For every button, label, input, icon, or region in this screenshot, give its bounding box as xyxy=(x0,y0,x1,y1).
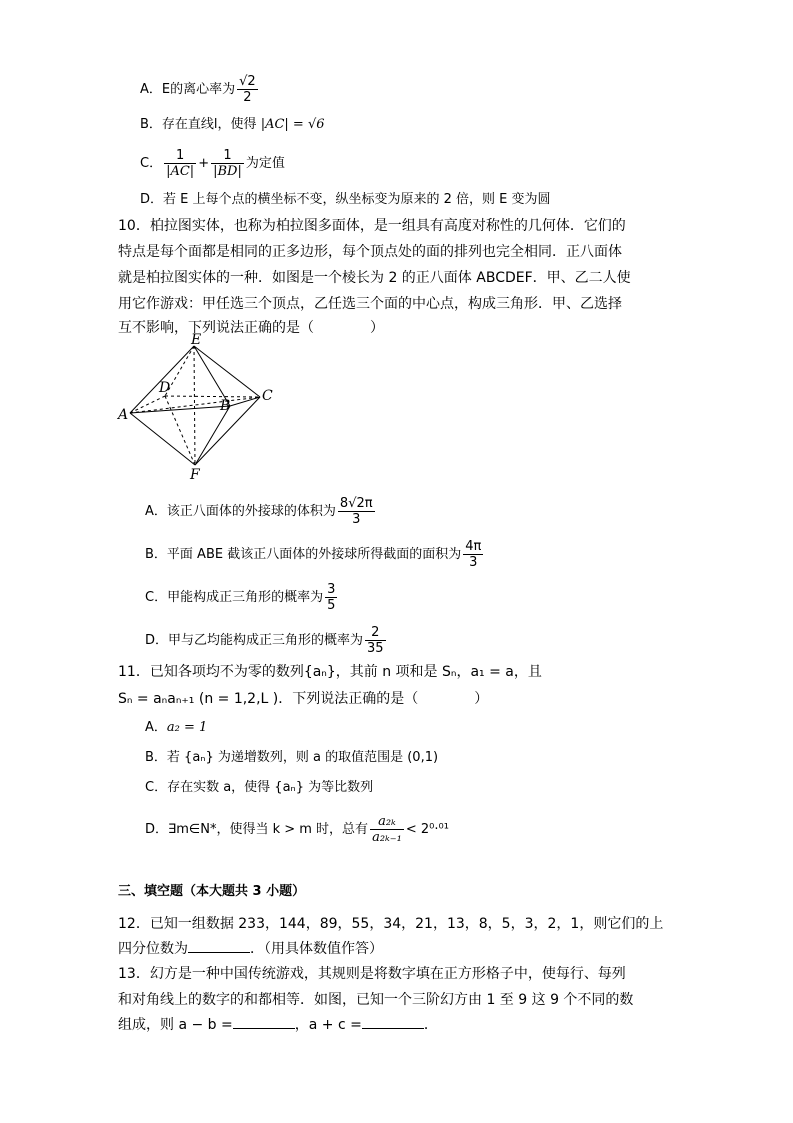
q10-stem-line-4: 用它作游戏：甲任选三个顶点，乙任选三个面的中心点，构成三角形．甲、乙选择 xyxy=(118,296,622,312)
q9-option-c-text: 为定值 xyxy=(245,156,285,171)
vertex-label-a: A xyxy=(118,407,129,423)
fraction-denominator: |BD| xyxy=(213,164,242,179)
q10-option-d-text: 甲与乙均能构成正三角形的概率为 xyxy=(168,633,364,648)
q11-option-b xyxy=(145,748,438,768)
q9-option-b-math: |AC| = √6 xyxy=(260,117,325,132)
q10-option-b-fraction xyxy=(463,539,483,570)
fraction-numerator: 4π xyxy=(465,539,482,554)
q11-option-d-tail: < 2⁰·⁰¹ xyxy=(405,822,449,837)
fraction-denominator: 3 xyxy=(469,555,478,570)
q10-option-b-text: 平面 ABE 截该正八面体的外接球所得截面的面积为 xyxy=(166,547,462,562)
q10-option-b-prefix: B． xyxy=(145,547,167,562)
edge-eb xyxy=(194,346,230,406)
q12-text-a: 四分位数为 xyxy=(118,941,188,957)
vertex-label-e: E xyxy=(191,332,202,348)
q13-stem-line-1: 13．幻方是一种中国传统游戏，其规则是将数字填在正方形格子中，使每行、每列 xyxy=(118,966,626,982)
fraction-denominator: a₂ₖ₋₁ xyxy=(372,830,402,845)
q12-answer-blank[interactable] xyxy=(188,938,250,953)
vertex-label-b: B xyxy=(220,398,231,414)
q11-option-d-fraction xyxy=(370,814,404,845)
q9-option-d xyxy=(140,190,551,210)
q10-option-c xyxy=(145,582,339,613)
q13-answer-blank-1[interactable] xyxy=(233,1014,295,1029)
fraction-denominator: |AC| xyxy=(166,164,195,179)
fraction-denominator: 35 xyxy=(367,641,384,656)
fraction-numerator: 1 xyxy=(211,148,244,164)
q11-option-d-prefix: D． xyxy=(145,822,169,837)
fraction-numerator: 2 xyxy=(365,625,386,641)
q11-option-a xyxy=(145,718,207,738)
q9-option-c-prefix: C． xyxy=(140,156,163,171)
q10-option-c-prefix: C． xyxy=(145,590,168,605)
fraction-numerator: √2 xyxy=(239,74,256,89)
edge-ec xyxy=(194,346,260,397)
edge-ac-hidden xyxy=(130,397,260,413)
q10-option-a xyxy=(145,496,377,527)
q11-stem-line-1: 11．已知各项均不为零的数列{aₙ}，其前 n 项和是 Sₙ，a₁ = a，且 xyxy=(118,664,542,680)
q13-text-c: ． xyxy=(423,1017,438,1033)
fraction-numerator: 1 xyxy=(164,148,196,164)
fraction-denominator: 2 xyxy=(243,90,252,105)
q9-option-a xyxy=(140,74,260,105)
q13-text-b: ，a + c = xyxy=(294,1017,362,1033)
fraction-denominator: 3 xyxy=(352,512,361,527)
section-3-title: 三、填空题（本大题共 3 小题） xyxy=(118,884,306,899)
q10-option-a-fraction xyxy=(338,496,375,527)
fraction-denominator: 5 xyxy=(327,598,336,613)
q11-option-c-text: 存在实数 a，使得 {aₙ} 为等比数列 xyxy=(167,780,374,795)
plus-sign: + xyxy=(198,156,210,171)
q11-option-d-text: ∃m∈N*，使得当 k > m 时，总有 xyxy=(168,822,369,837)
q10-stem-line-2: 特点是每个面都是相同的正多边形，每个顶点处的面的排列也完全相同．正八面体 xyxy=(118,244,622,260)
q9-option-b-text: 存在直线l，使得 xyxy=(161,117,257,132)
q9-option-c xyxy=(140,148,285,179)
edge-af xyxy=(130,413,195,465)
q11-option-a-text: a₂ = 1 xyxy=(166,720,208,735)
q11-option-c xyxy=(145,778,373,798)
vertex-label-d: D xyxy=(159,380,171,396)
q9-option-b-prefix: B． xyxy=(140,117,162,132)
q9-option-c-fraction-2 xyxy=(211,148,244,179)
q10-option-a-prefix: A． xyxy=(145,504,167,519)
edge-dc-hidden xyxy=(165,396,260,397)
q11-option-c-prefix: C． xyxy=(145,780,168,795)
q12-text-b: ．（用具体数值作答） xyxy=(250,941,383,957)
q13-text-a: 组成，则 a − b = xyxy=(118,1017,233,1033)
q13-stem-line-3 xyxy=(118,1014,438,1035)
q10-stem-line-1: 10．柏拉图实体，也称为柏拉图多面体，是一组具有高度对称性的几何体．它们的 xyxy=(118,218,626,234)
octahedron-figure xyxy=(115,332,280,484)
vertex-label-f: F xyxy=(190,467,200,483)
fraction-numerator: a₂ₖ xyxy=(370,814,404,830)
q9-option-a-prefix: A． xyxy=(140,82,162,97)
q11-option-b-prefix: B． xyxy=(145,750,167,765)
q10-option-c-fraction xyxy=(325,582,337,613)
q10-option-c-text: 甲能构成正三角形的概率为 xyxy=(167,590,324,605)
q9-option-a-fraction xyxy=(237,74,258,105)
q13-stem-line-2: 和对角线上的数字的和都相等．如图，已知一个三阶幻方由 1 至 9 这 9 个不同的数 xyxy=(118,992,634,1008)
q9-option-b xyxy=(140,115,325,135)
q10-option-b xyxy=(145,539,485,570)
q9-option-c-fraction-1 xyxy=(164,148,196,179)
q10-option-a-text: 该正八面体的外接球的体积为 xyxy=(166,504,336,519)
q11-option-a-prefix: A． xyxy=(145,720,167,735)
edge-ef-hidden xyxy=(194,346,195,465)
q10-option-d xyxy=(145,625,388,656)
q11-option-b-text: 若 {aₙ} 为递增数列，则 a 的取值范围是 (0,1) xyxy=(166,750,439,765)
q9-option-d-text: 若 E 上每个点的横坐标不变，纵坐标变为原来的 2 倍，则 E 变为圆 xyxy=(163,192,551,207)
q13-answer-blank-2[interactable] xyxy=(362,1014,424,1029)
q12-stem-line-1: 12．已知一组数据 233，144，89，55，34，21，13，8，5，3，2，1，则它们的上 xyxy=(118,916,664,932)
fraction-numerator: 3 xyxy=(327,582,336,597)
q10-stem-line-5: 互不影响，下列说法正确的是（ ） xyxy=(118,320,384,336)
edge-bf xyxy=(195,406,230,465)
fraction-numerator: 8√2π xyxy=(339,496,373,511)
q12-stem-line-2 xyxy=(118,938,383,959)
q10-option-d-prefix: D． xyxy=(145,633,169,648)
q9-option-a-text: E的离心率为 xyxy=(161,82,236,97)
q11-stem-line-2: Sₙ = aₙaₙ₊₁ (n = 1,2,L )．下列说法正确的是（ ） xyxy=(118,691,489,707)
q10-stem-line-3: 就是柏拉图实体的一种．如图是一个棱长为 2 的正八面体 ABCDEF．甲、乙二人使 xyxy=(118,270,631,286)
q11-option-d xyxy=(145,814,449,845)
q9-option-d-prefix: D． xyxy=(140,192,164,207)
q10-option-d-fraction xyxy=(365,625,386,656)
vertex-label-c: C xyxy=(262,388,273,404)
